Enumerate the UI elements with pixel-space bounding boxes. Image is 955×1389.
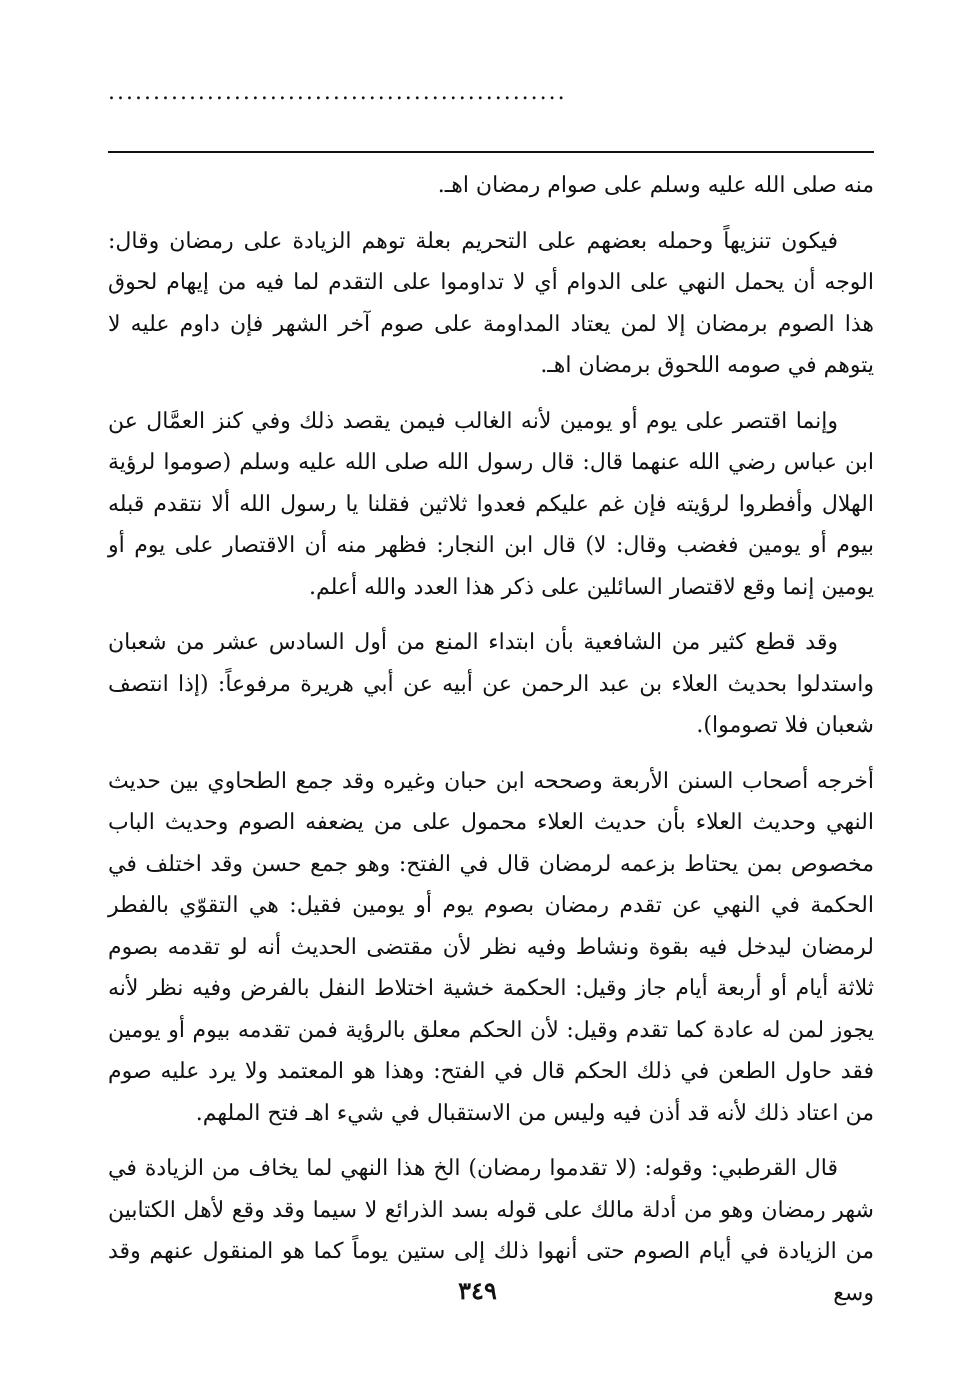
paragraph-6: قال القرطبي: وقوله: (لا تقدموا رمضان) الخ هذا النهي لما يخاف من الزيادة في شهر رمضان وهو من أدلة مالك على قوله بسد الذرائع لا سيما وقد وقع لأهل الكتابين من الزيادة في أيام الصوم حتى أنهوا ذلك إلى ستين يوماً كما هو المنقول عنهم وقد وسع: [108, 1156, 874, 1306]
paragraph-5: أخرجه أصحاب السنن الأربعة وصححه ابن حبان وغيره وقد جمع الطحاوي بين حديث النهي وحديث العلاء بأن حديث العلاء محمول على من يضعفه الصوم وحديث الباب مخصوص بمن يحتاط بزعمه لرمضان قال في الفتح: وهو جمع حسن وقد اختلف في الحكمة في النهي عن تقدم رمضان بصوم يوم أو يومين فقيل: هي التقوّي بالفطر لرمضان ليدخل فيه بقوة ونشاط وفيه نظر لأن مقتضى الحديث أنه لو تقدمه بصوم ثلاثة أيام أو أربعة أيام جاز وقيل: الحكمة خشية اختلاط النفل بالفرض وفيه نظر لأنه يجوز لمن له عادة كما تقدم وقيل: لأن الحكم معلق بالرؤية فمن تقدمه بيوم أو يومين فقد حاول الطعن في ذلك الحكم قال في الفتح: وهذا هو المعتمد ولا يرد عليه صوم من اعتاد ذلك لأنه قد أذن فيه وليس من الاستقبال في شيء اهـ فتح الملهم.: [108, 768, 874, 1126]
page-number: ٣٤٩: [458, 1276, 497, 1305]
paragraph-4: وقد قطع كثير من الشافعية بأن ابتداء المنع من أول السادس عشر من شعبان واستدلوا بحديث العلاء بن عبد الرحمن عن أبيه عن أبي هريرة مرفوعاً: (إذا انتصف شعبان فلا تصوموا).: [108, 630, 874, 738]
footnote-separator-dots: ...................................................: [108, 80, 567, 105]
horizontal-rule: [108, 151, 874, 153]
paragraph-1: منه صلى الله عليه وسلم على صوام رمضان اهـ.: [437, 173, 874, 198]
main-text: [108, 165, 874, 1328]
paragraph-3: وإنما اقتصر على يوم أو يومين لأنه الغالب فيمن يقصد ذلك وفي كنز العمَّال عن ابن عباس رضي الله عنهما قال: قال رسول الله صلى الله عليه وسلم (صوموا لرؤية الهلال وأفطروا لرؤيته فإن غم عليكم فعدوا ثلاثين فقلنا يا رسول الله ألا نتقدم قبله بيوم أو يومين فغضب وقال: لا) قال ابن النجار: فظهر منه أن الاقتصار على يوم أو يومين إنما وقع لاقتصار السائلين على ذكر هذا العدد والله أعلم.: [108, 408, 874, 600]
paragraph-2: فيكون تنزيهاً وحمله بعضهم على التحريم بعلة توهم الزيادة على رمضان وقال: الوجه أن يحمل النهي على الدوام أي لا تداوموا على التقدم لما فيه من إيهام لحوق هذا الصوم برمضان إلا لمن يعتاد المداومة على صوم آخر الشهر فإن داوم عليه لا يتوهم في صومه اللحوق برمضان اهـ.: [108, 228, 874, 378]
